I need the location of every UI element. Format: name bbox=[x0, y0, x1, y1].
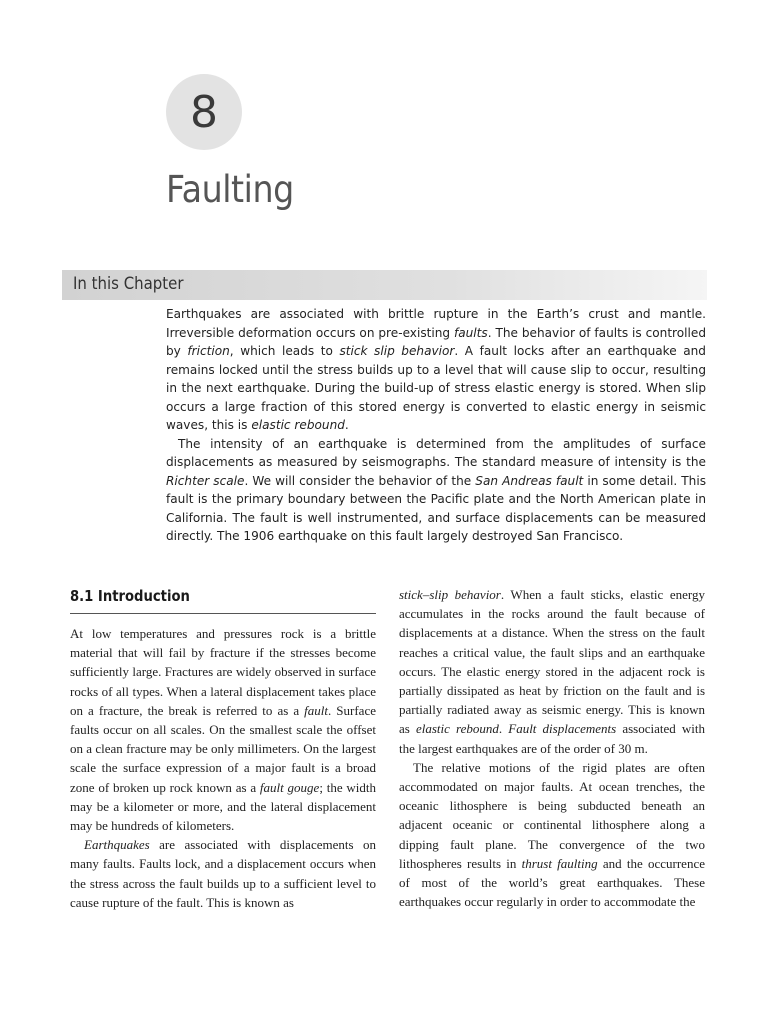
text-run: in some detail. This fault is the primary boundary between the Pacific plate and the North American plate in California. The fault is well instrumented, and surface displacements can be measured directly. The 1906 earthquake on this fault largely destroyed San Francisco. bbox=[166, 473, 706, 543]
left-column bbox=[70, 624, 376, 912]
italic-term: San Andreas fault bbox=[475, 473, 584, 488]
italic-term: elastic rebound bbox=[415, 721, 499, 737]
text-run: are associated with displacements on many faults. Faults lock, and a displacement occurs when the stress across the fault builds up to a sufficient level to cause rupture of the fault. This is known as bbox=[70, 837, 376, 910]
italic-term: thrust faulting bbox=[521, 855, 598, 871]
text-run: . bbox=[498, 721, 509, 737]
italic-term: friction bbox=[187, 344, 230, 358]
body-paragraph bbox=[70, 624, 376, 835]
text-run: . bbox=[344, 418, 349, 432]
text-run: ; the width may be a kilometer or more, and the lateral displacement may be hundreds of kilometers. bbox=[70, 779, 377, 834]
chapter-number-badge bbox=[166, 74, 242, 150]
italic-term: stick slip behavior bbox=[339, 344, 455, 358]
text-run: The intensity of an earthquake is determined from the amplitudes of surface displacements as measured by seismographs. The standard measure of intensity is the bbox=[166, 436, 706, 469]
italic-term: faults bbox=[453, 325, 488, 340]
italic-term: fault gouge bbox=[259, 779, 320, 795]
body-paragraph bbox=[399, 585, 705, 758]
italic-term: fault bbox=[304, 702, 328, 718]
summary-paragraph bbox=[166, 305, 706, 435]
body-paragraph bbox=[70, 835, 376, 912]
right-column bbox=[399, 585, 705, 911]
italic-term: elastic rebound bbox=[251, 418, 345, 432]
italic-term: stick–slip behavior bbox=[399, 587, 501, 602]
in-this-chapter-banner bbox=[62, 270, 707, 300]
text-run: . Surface faults occur on all scales. On the smallest scale the offset on a clean fracture may be only millimeters. On the largest scale the surface expression of a major fault is a broad zone of broken up rock known as a bbox=[70, 702, 376, 795]
text-run: The relative motions of the rigid plates are often accommodated on major faults. At ocean trenches, the oceanic lithosphere is being subducted beneath an adjacent oceanic or continental lithosphere along a dipping fault plane. The convergence of the two lithospheres results in bbox=[399, 759, 705, 871]
text-run: . A fault locks after an earthquake and remains locked until the stress builds up to a level that will cause slip to occur, resulting in the next earthquake. During the build-up of stress elastic energy is stored. When slip occurs a large fraction of this stored energy is converted to elastic energy in seismic waves, this is bbox=[166, 344, 706, 432]
in-this-chapter-heading: In this Chapter bbox=[73, 274, 184, 294]
text-run: At low temperatures and pressures rock is a brittle material that will fail by fracture if the stresses become sufficiently large. Fractures are widely observed in surface rocks of all types. When a lateral displacement takes place on a fracture, the break is referred to as a bbox=[70, 626, 376, 718]
text-run: associated with the largest earthquakes are of the order of 30 m. bbox=[399, 721, 705, 756]
section-rule bbox=[70, 613, 376, 614]
text-run: Earthquakes are associated with brittle rupture in the Earth’s crust and mantle. Irreversible deformation occurs on pre-existing bbox=[166, 307, 706, 340]
body-paragraph bbox=[399, 758, 705, 912]
italic-term: Richter scale bbox=[166, 473, 245, 488]
italic-term: Fault displacements bbox=[508, 721, 617, 737]
summary-paragraph bbox=[166, 435, 706, 546]
text-run: . We will consider the behavior of the bbox=[244, 473, 476, 488]
section-heading: 8.1 Introduction bbox=[70, 587, 190, 605]
text-run: . The behavior of faults is controlled by bbox=[166, 325, 707, 358]
text-run: , which leads to bbox=[229, 344, 340, 358]
text-run: and the occurrence of most of the world’s great earthquakes. These earthquakes occur regularly in order to accommodate the bbox=[399, 855, 705, 910]
text-run: . When a fault sticks, elastic energy accumulates in the rocks around the fault because of displacements at a distance. When the stress on the fault reaches a critical value, the fault slips and an earthquake occurs. The elastic energy stored in the adjacent rock is partially dissipated as heat by friction on the fault and is partially radiated away as seismic energy. This is known as bbox=[399, 587, 705, 737]
italic-term: Earthquakes bbox=[84, 837, 150, 853]
chapter-title: Faulting bbox=[166, 168, 294, 211]
chapter-summary bbox=[166, 305, 706, 546]
chapter-number: 8 bbox=[190, 86, 218, 138]
